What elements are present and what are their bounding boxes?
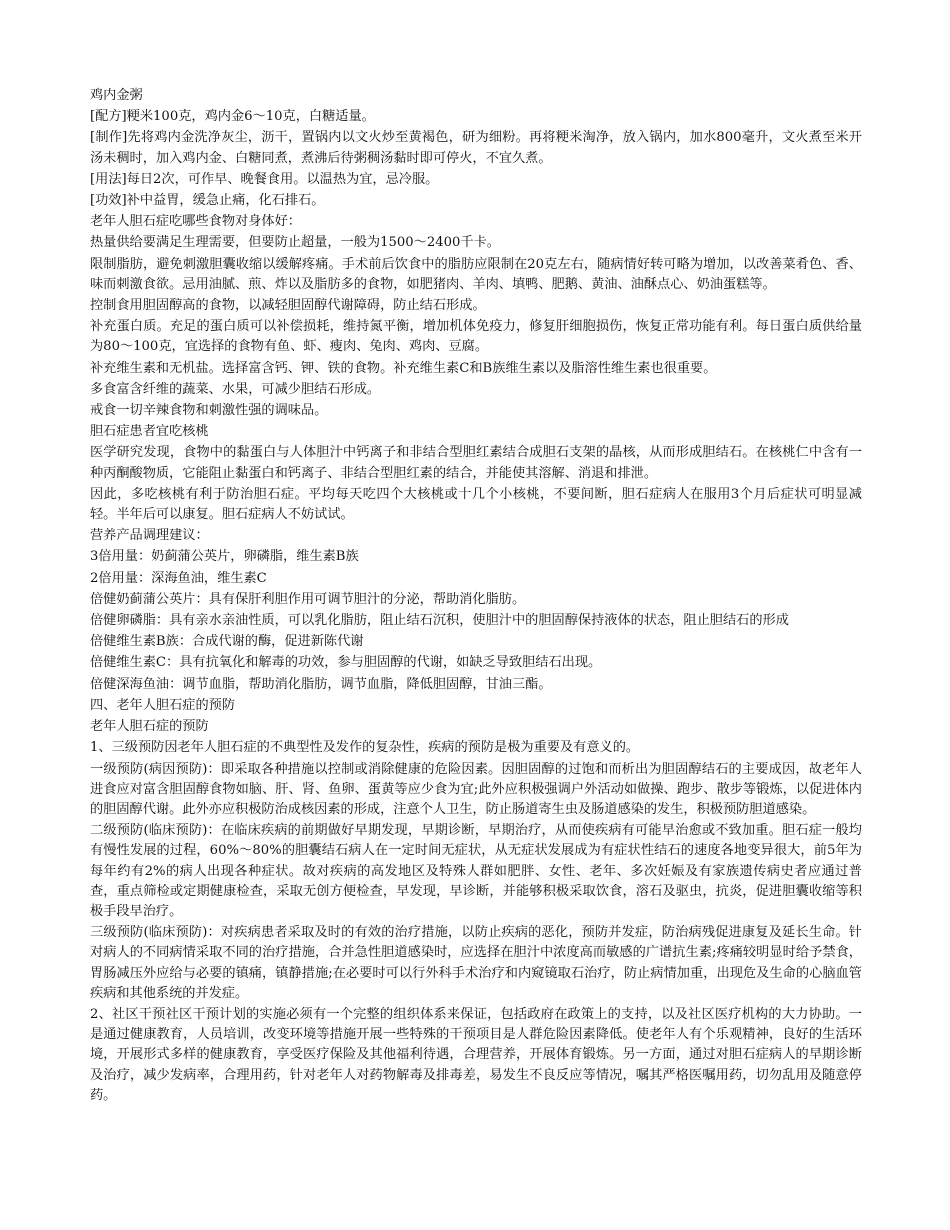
diet-avoid-spicy: 戒食一切辛辣食物和刺激性强的调味品。: [90, 403, 328, 419]
nutrition-heading: 营养产品调理建议：: [90, 528, 209, 544]
diet-calories: 热量供给要满足生理需要，但要防止超量，一般为1500～2400千卡。: [90, 235, 500, 251]
walnut-heading: 胆石症患者宜吃核桃: [90, 424, 209, 440]
diet-fiber: 多食富含纤维的蔬菜、水果，可减少胆结石形成。: [90, 381, 381, 397]
product-milk-thistle: 倍健奶蓟蒲公英片：具有保肝利胆作用可调节胆汁的分泌，帮助消化脂肪。: [90, 591, 526, 607]
product-fish-oil: 倍健深海鱼油：调节血脂，帮助消化脂肪，调节血脂，降低胆固醇，甘油三酯。: [90, 676, 552, 692]
product-lecithin: 倍健卵磷脂：具有亲水亲油性质，可以乳化脂肪，阻止结石沉积，使胆汁中的胆固醇保持液体的状态，阻止胆结石的形成: [90, 613, 789, 629]
diet-limit-fat: 限制脂肪，避免刺激胆囊收缩以缓解疼痛。手术前后饮食中的脂肪应限制在20克左右，随病情好转可略为增加，以改善菜肴色、香、味而刺激食欲。忌用油腻、煎、炸以及脂肪多的食物，如肥猪肉、羊肉、填鸭、肥鹅、黄油、油酥点心、奶油蛋糕等。: [90, 256, 862, 292]
diet-control-cholesterol: 控制食用胆固醇高的食物，以减轻胆固醇代谢障碍，防止结石形成。: [90, 298, 486, 314]
walnut-research: 医学研究发现，食物中的黏蛋白与人体胆汁中钙离子和非结合型胆红素结合成胆石支架的晶核，从而形成胆结石。在核桃仁中含有一种丙酮酸物质，它能阻止黏蛋白和钙离子、非结合型胆红素的结合，并能使其溶解、消退和排泄。: [90, 445, 862, 481]
prevention-intro: 1、三级预防因老年人胆石症的不典型性及发作的复杂性，疾病的预防是极为重要及有意义的。: [90, 740, 640, 756]
prevention-heading: 老年人胆石症的预防: [90, 719, 209, 735]
prevention-secondary: 二级预防(临床预防)：在临床疾病的前期做好早期发现，早期诊断，早期治疗，从而使疾病有可能早治愈或不致加重。胆石症一般均有慢性发展的过程，60%～80%的胆囊结石病人在一定时间无症状，从无症状发展成为有症状性结石的速度各地变异很大，前5年为每年约有2%的病人出现各种症状。故对疾病的高发地区及特殊人群如肥胖、女性、老年、多次妊娠及有家族遗传病史者应通过普查，重点筛检或定期健康检查，采取无创方便检查，早发现，早诊断，并能够积极采取饮食，溶石及驱虫，抗炎，促进胆囊收缩等积极手段早治疗。: [90, 823, 862, 919]
recipe-preparation: [制作]先将鸡内金洗净灰尘，沥干，置锅内以文火炒至黄褐色，研为细粉。再将粳米淘净，放入锅内，加水800毫升，文火煮至米开汤未稠时，加入鸡内金、白糖同煮，煮沸后待粥稠汤黏时即可停火，不宜久煮。: [90, 130, 862, 166]
prevention-primary: 一级预防(病因预防)：即采取各种措施以控制或消除健康的危险因素。因胆固醇的过饱和而析出为胆固醇结石的主要成因，故老年人进食应对富含胆固醇食物如脑、肝、肾、鱼卵、蛋黄等应少食为宜;此外应积极强调户外活动如做操、跑步、散步等锻炼，以促进体内的胆固醇代谢。此外亦应积极防治成核因素的形成，注意个人卫生，防止肠道寄生虫及肠道感染的发生，积极预防胆道感染。: [90, 761, 862, 817]
recipe-title: 鸡内金粥: [90, 88, 143, 103]
recipe-efficacy: [功效]补中益胃，缓急止痛，化石排石。: [90, 193, 325, 209]
diet-heading: 老年人胆石症吃哪些食物对身体好：: [90, 214, 301, 230]
product-vitamin-c: 倍健维生素C：具有抗氧化和解毒的功效，参与胆固醇的代谢，如缺乏导致胆结石出现。: [90, 655, 602, 671]
nutrition-double-dose: 2倍用量：深海鱼油，维生素C: [90, 570, 267, 586]
section-four-heading: 四、老年人胆石症的预防: [90, 697, 236, 713]
product-vitamin-b: 倍健维生素B族：合成代谢的酶，促进新陈代谢: [90, 634, 364, 650]
diet-vitamins-minerals: 补充维生素和无机盐。选择富含钙、钾、铁的食物。补充维生素C和B族维生素以及脂溶性维生素也很重要。: [90, 360, 717, 376]
prevention-tertiary: 三级预防(临床预防)：对疾病患者采取及时的有效的治疗措施，以防止疾病的恶化，预防并发症，防治病残促进康复及延长生命。针对病人的不同病情采取不同的治疗措施，合并急性胆道感染时，应选择在胆汁中浓度高而敏感的广谱抗生素;疼痛较明显时给予禁食，胃肠减压外应给与必要的镇痛，镇静措施;在必要时可以行外科手术治疗和内窥镜取石治疗，防止病情加重，出现危及生命的心脑血管疾病和其他系统的并发症。: [90, 925, 862, 1001]
walnut-advice: 因此，多吃核桃有利于防治胆石症。平均每天吃四个大核桃或十几个小核桃，不要间断，胆石症病人在服用3个月后症状可明显减轻。半年后可以康复。胆石症病人不妨试试。: [90, 486, 862, 523]
prevention-community: 2、社区干预社区干预计划的实施必须有一个完整的组织体系来保证，包括政府在政策上的支持，以及社区医疗机构的大力协助。一是通过健康教育，人员培训，改变环境等措施开展一些特殊的干预项目是人群危险因素降低。使老年人有个乐观精神，良好的生活环境，开展形式多样的健康教育，享受医疗保险及其他福利待遇，合理营养，开展体育锻炼。另一方面，通过对胆石症病人的早期诊断及治疗，减少发病率，合理用药，针对老年人对药物解毒及排毒差，易发生不良反应等情况，嘱其严格医嘱用药，切勿乱用及随意停药。: [90, 1006, 862, 1103]
nutrition-triple-dose: 3倍用量：奶蓟蒲公英片，卵磷脂，维生素B族: [90, 549, 359, 565]
recipe-usage: [用法]每日2次，可作早、晚餐食用。以温热为宜，忌冷服。: [90, 171, 439, 187]
recipe-formula: [配方]粳米100克，鸡内金6～10克，白糖适量。: [90, 109, 375, 125]
diet-protein: 补充蛋白质。充足的蛋白质可以补偿损耗，维持氮平衡，增加机体免疫力，修复肝细胞损伤，恢复正常功能有利。每日蛋白质供给量为80～100克，宜选择的食物有鱼、虾、瘦肉、兔肉、鸡肉、豆腐。: [90, 319, 862, 355]
